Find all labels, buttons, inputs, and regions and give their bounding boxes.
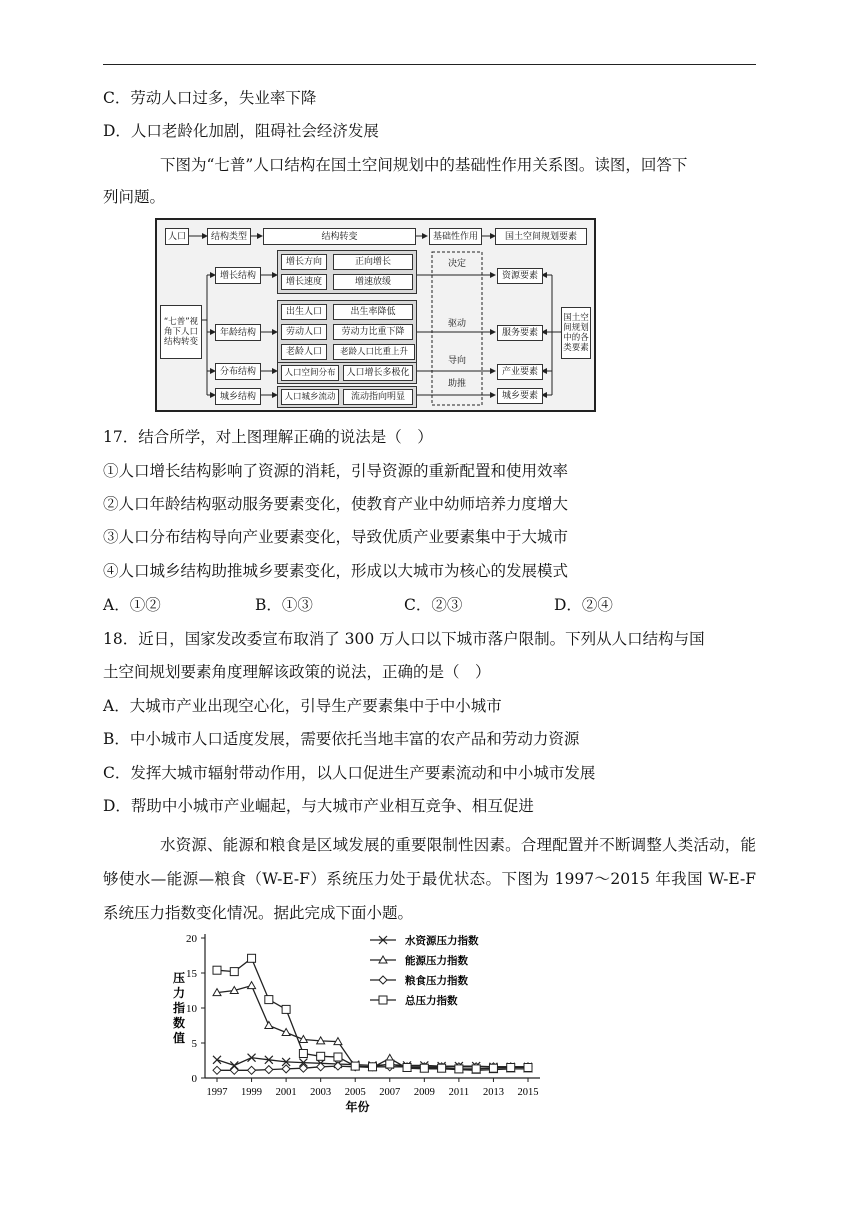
intro1-line2: 列问题。 (103, 188, 166, 206)
chart-y-tick-label: 15 (186, 968, 197, 980)
chart-point (248, 954, 256, 962)
chart-ylabel-char: 值 (173, 1031, 186, 1045)
legend-label: 总压力指数 (405, 995, 458, 1007)
chart-x-tick-label: 2005 (344, 1087, 366, 1098)
chart-point (265, 1066, 273, 1074)
chart-point (213, 966, 221, 974)
chart-series-markers (213, 954, 532, 1073)
chart-point (489, 1064, 497, 1072)
q17-option-c: C．②③ (404, 596, 463, 614)
chart-point (230, 968, 238, 976)
box-structure-type: 结构类型 (207, 228, 251, 245)
q18-option-d: D．帮助中小城市产业崛起，与大城市产业相互竞争、相互促进 (103, 797, 534, 815)
box-planning-elements: 国土空间规划要素 (495, 228, 587, 245)
type-urban-rural: 城乡结构 (215, 388, 261, 405)
chart-point (420, 1064, 428, 1072)
legend-label: 能源压力指数 (405, 955, 468, 967)
structure-diagram (155, 218, 596, 412)
q18-option-b: B．中小城市人口适度发展，需要依托当地丰富的农产品和劳动力资源 (103, 730, 580, 748)
chart-series-line (217, 986, 528, 1071)
type-growth: 增长结构 (215, 267, 261, 284)
legend-label: 粮食压力指数 (405, 975, 468, 987)
q17-statement-1: ①人口增长结构影响了资源的消耗，引导资源的重新配置和使用效率 (103, 462, 569, 480)
chart-x-tick-label: 1999 (241, 1087, 263, 1098)
q18-stem-line2: 土空间规划要素角度理解该政策的说法，正确的是（ ） (103, 663, 491, 681)
chart-point (507, 1064, 515, 1072)
growth-direction: 增长方向 (281, 254, 327, 270)
q17-stem: 17．结合所学，对上图理解正确的说法是（ ） (103, 428, 433, 446)
chart-point (299, 1050, 307, 1058)
chart-point (472, 1065, 480, 1073)
growth-speed: 增长速度 (281, 274, 327, 290)
q17-option-b: B．①③ (255, 596, 313, 614)
age-labor: 劳动人口 (281, 324, 327, 340)
distribution-multipolar: 人口增长多极化 (343, 365, 413, 381)
chart-point (386, 1060, 394, 1068)
chart-point (334, 1053, 342, 1061)
option-d-prev: D．人口老龄化加剧，阻碍社会经济发展 (103, 122, 379, 140)
chart-x-tick-label: 2015 (517, 1087, 539, 1098)
chart-point (282, 1065, 290, 1073)
role-drive: 驱动 (447, 319, 466, 329)
chart-point (524, 1064, 532, 1072)
chart-point (351, 1062, 359, 1070)
chart-ylabel-char: 压 (173, 971, 186, 985)
chart-x-tick-label: 2001 (275, 1087, 297, 1098)
q17-statement-2: ②人口年龄结构驱动服务要素变化，使教育产业中幼师培养力度增大 (103, 495, 569, 513)
q17-option-d: D．②④ (554, 596, 613, 614)
q18-stem-line1: 18．近日，国家发改委宣布取消了 300 万人口以下城市落户限制。下列从人口结构与国 (103, 630, 705, 648)
pressure-index-chart (165, 928, 545, 1128)
chart-series-markers (213, 982, 532, 1074)
option-c-prev: C．劳动人口过多，失业率下降 (103, 89, 317, 107)
box-census-view: “七普”视角下人口结构转变 (160, 305, 202, 359)
chart-ylabel-char: 指 (173, 1001, 186, 1015)
box-population: 人口 (165, 228, 189, 245)
chart-x-tick-label: 2009 (413, 1087, 435, 1098)
age-elderly-share: 老龄人口比重上升 (333, 344, 415, 360)
chart-xlabel: 年份 (345, 1100, 370, 1114)
chart-point (438, 1064, 446, 1072)
q17-statement-4: ④人口城乡结构助推城乡要素变化，形成以大城市为核心的发展模式 (103, 562, 569, 580)
growth-slowing: 增速放缓 (333, 274, 413, 290)
q18-option-c: C．发挥大城市辐射带动作用，以人口促进生产要素流动和中小城市发展 (103, 764, 596, 782)
growth-positive: 正向增长 (333, 254, 413, 270)
distribution-spatial: 人口空间分布 (281, 365, 339, 381)
element-service: 服务要素 (497, 325, 543, 341)
chart-y-tick-label: 5 (191, 1038, 197, 1050)
chart-x-tick-label: 2011 (448, 1087, 470, 1098)
chart-x-tick-label: 2013 (482, 1087, 504, 1098)
chart-ylabel (172, 970, 185, 1045)
q17-option-a: A．①② (103, 596, 161, 614)
chart-point (369, 1063, 377, 1071)
chart-point (317, 1052, 325, 1060)
role-determine: 决定 (447, 259, 466, 269)
chart-point (379, 976, 387, 984)
element-resource: 资源要素 (497, 268, 543, 284)
type-distribution: 分布结构 (215, 363, 261, 380)
urban-direction: 流动指向明显 (343, 389, 413, 405)
urban-flow: 人口城乡流动 (281, 389, 339, 405)
element-industry: 产业要素 (497, 364, 543, 380)
chart-ylabel-char: 力 (173, 986, 186, 1000)
age-labor-share: 劳动力比重下降 (333, 324, 413, 340)
chart-point (213, 1066, 221, 1074)
type-age: 年龄结构 (215, 324, 261, 341)
chart-point (248, 1066, 256, 1074)
header-rule (103, 64, 756, 65)
chart-x-tick-label: 1997 (206, 1087, 228, 1098)
element-urban-rural: 城乡要素 (497, 388, 543, 404)
chart-x-tick-label: 2003 (310, 1087, 332, 1098)
chart-point (213, 1056, 221, 1064)
age-elderly: 老龄人口 (281, 344, 327, 360)
legend-label: 水资源压力指数 (405, 935, 479, 947)
role-boost: 助推 (447, 379, 466, 389)
age-births: 出生人口 (281, 304, 327, 320)
box-planning-all-elements: 国土空间规划中的各类要素 (561, 307, 591, 359)
chart-y-tick-label: 10 (186, 1003, 197, 1015)
chart-point (455, 1065, 463, 1073)
box-structure-change: 结构转变 (263, 228, 416, 245)
chart-x-tick-label: 2007 (379, 1087, 401, 1098)
role-guide: 导向 (447, 356, 466, 366)
chart-point (282, 1005, 290, 1013)
age-birthrate: 出生率降低 (333, 304, 413, 320)
chart-point (265, 1022, 273, 1029)
intro2-paragraph: 水资源、能源和粮食是区域发展的重要限制性因素。合理配置并不断调整人类活动，能够使水—能源—粮食（W-E-F）系统压力处于最优状态。下图为 1997～2015 年我国 W-E-F 系统压力指数变化情况。据此完成下面小题。 (103, 836, 756, 922)
intro1-line1: 下图为“七普”人口结构在国土空间规划中的基础性作用关系图。读图，回答下 (160, 156, 688, 174)
q17-statement-3: ③人口分布结构导向产业要素变化，导致优质产业要素集中于大城市 (103, 528, 569, 546)
chart-y-tick-label: 20 (186, 933, 197, 945)
chart-point (379, 996, 387, 1004)
chart-point (403, 1064, 411, 1072)
chart-y-tick-label: 0 (191, 1073, 197, 1085)
chart-ylabel-char: 数 (173, 1016, 186, 1030)
chart-point (265, 996, 273, 1004)
box-basic-role: 基础性作用 (429, 228, 482, 245)
q18-option-a: A．大城市产业出现空心化，引导生产要素集中于中小城市 (103, 697, 502, 715)
chart-point (248, 982, 256, 989)
